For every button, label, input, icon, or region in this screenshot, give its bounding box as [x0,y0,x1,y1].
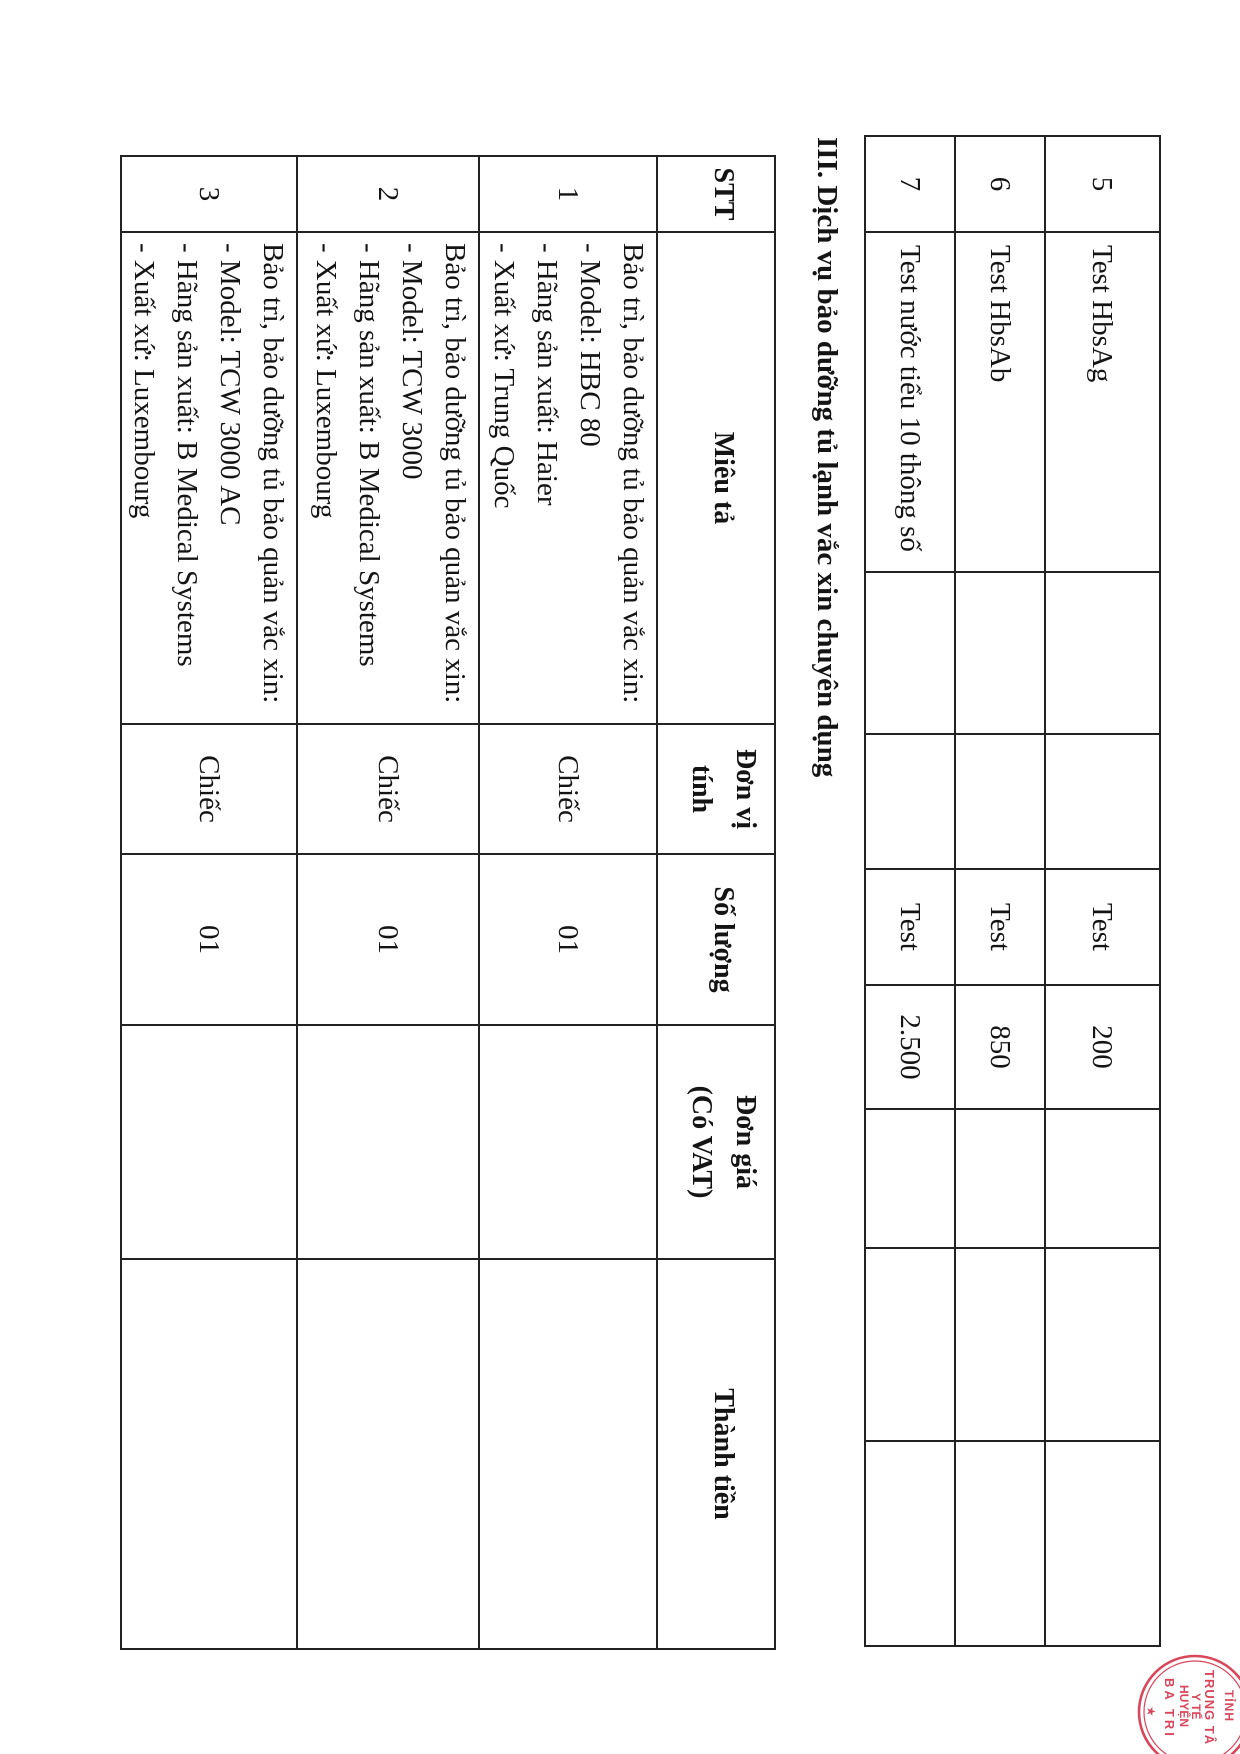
item-name-cell: Test nước tiểu 10 thông số [865,232,955,572]
description-line: - Hãng sản xuất: B Medical Systems [171,243,203,667]
stt-cell: 7 [865,136,955,232]
unit-cell: Chiếc [479,724,657,854]
stt-cell: 3 [121,156,297,232]
stt-cell: 2 [297,156,479,232]
empty-cell [1045,1248,1160,1441]
unit-cell: Test [1045,869,1160,985]
section-heading: III. Dịch vụ bảo dưỡng tủ lạnh vắc xin chuyên dụng [811,137,843,778]
description-line: Bảo trì, bảo dưỡng tủ bảo quản vắc xin: [257,243,289,704]
empty-cell [955,572,1045,734]
description-cell [121,232,297,724]
empty-cell [1045,1109,1160,1248]
table-row [297,156,479,1649]
quantity-cell: 01 [297,854,479,1025]
table-row [865,136,955,1646]
empty-cell [865,1248,955,1441]
stt-cell: 6 [955,136,1045,232]
empty-cell [955,1248,1045,1441]
table-row [121,156,297,1649]
unit-price-cell [297,1025,479,1259]
official-seal-stamp [1130,1640,1240,1754]
header-unit-line: tính [686,764,717,814]
header-description: Miêu tả [657,232,775,724]
amount-cell [297,1259,479,1649]
quantity-cell: 850 [955,985,1045,1109]
description-line: Bảo trì, bảo dưỡng tủ bảo quản vắc xin: [617,243,649,704]
item-name-cell: Test HbsAb [955,232,1045,572]
description-line: - Xuất xứ: Luxembourg [310,243,342,519]
quantity-cell: 01 [479,854,657,1025]
header-quantity: Số lượng [657,854,775,1025]
table-row [479,156,657,1649]
seal-text-line: TRUNG TÂ [1202,1670,1217,1746]
description-cell [297,232,479,724]
amount-cell [121,1259,297,1649]
seal-text-line: Y TẾ [1189,1693,1203,1720]
empty-cell [865,572,955,734]
description-cell [479,232,657,724]
empty-cell [865,1109,955,1248]
header-stt: STT [657,156,775,232]
header-unit-price-line: Đơn giá [730,1094,761,1190]
header-unit-price-line: (Có VAT) [686,1085,717,1199]
test-items-table [864,135,1161,1647]
item-name-cell: Test HbsAg [1045,232,1160,572]
table-row [1045,136,1160,1646]
header-unit-line: Đơn vị [730,748,761,830]
unit-cell: Test [865,869,955,985]
empty-cell [955,734,1045,869]
description-line: Bảo trì, bảo dưỡng tủ bảo quản vắc xin: [439,243,471,704]
amount-cell [479,1259,657,1649]
stt-cell: 5 [1045,136,1160,232]
unit-cell: Chiếc [121,724,297,854]
seal-text-line: HUYỆN [1177,1685,1191,1728]
seal-text-line: BA TRI [1162,1678,1177,1739]
empty-cell [955,1109,1045,1248]
unit-price-cell [121,1025,297,1259]
description-line: - Hãng sản xuất: Haier [531,243,563,506]
unit-price-cell [479,1025,657,1259]
description-line: - Xuất xứ: Trung Quốc [488,243,520,509]
star-icon: ★ [1144,1706,1158,1717]
vaccine-fridge-service-table [120,155,776,1650]
empty-cell [1045,1441,1160,1646]
table-row [955,136,1045,1646]
empty-cell [1045,734,1160,869]
quantity-cell: 200 [1045,985,1160,1109]
description-line: - Model: TCW 3000 AC [214,243,246,526]
empty-cell [955,1441,1045,1646]
unit-cell: Test [955,869,1045,985]
header-unit [657,724,775,854]
empty-cell [865,1441,955,1646]
seal-text-line: TỈNH [1222,1690,1236,1722]
unit-cell: Chiếc [297,724,479,854]
quantity-cell: 01 [121,854,297,1025]
table-header-row [657,156,775,1649]
header-unit-price [657,1025,775,1259]
stt-cell: 1 [479,156,657,232]
description-line: - Xuất xứ: Luxembourg [128,243,160,519]
header-amount: Thành tiền [657,1259,775,1649]
empty-cell [1045,572,1160,734]
description-line: - Model: HBC 80 [574,243,606,447]
quantity-cell: 2.500 [865,985,955,1109]
description-line: - Model: TCW 3000 [396,243,428,480]
description-line: - Hãng sản xuất: B Medical Systems [353,243,385,667]
empty-cell [865,734,955,869]
